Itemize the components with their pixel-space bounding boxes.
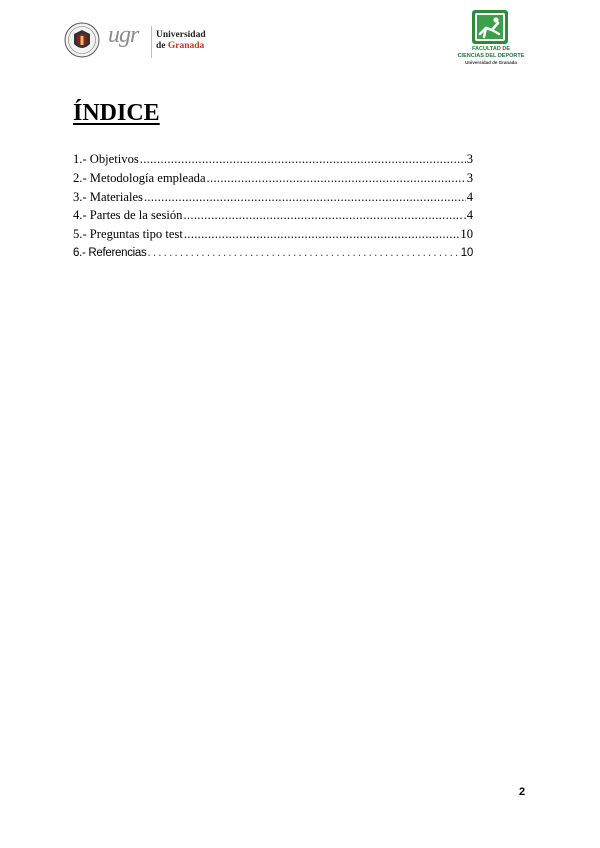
toc-entry-label: 2.- Metodología empleada [73,170,206,185]
toc-leader-dots [147,244,459,263]
toc-entry-label: 1.- Objetivos [73,152,139,166]
toc-entry-page: 3 [466,152,473,166]
faculty-name [446,46,536,67]
toc-leader-dots [140,150,466,169]
faculty-athlete-icon [472,10,508,44]
toc-leader-dots [144,188,466,207]
ugr-name-line2 [156,41,206,52]
ugr-wordmark: ugr [108,22,139,48]
toc-entry-label: 6.- Referencias [73,246,147,259]
toc-entry-label: 3.- Materiales [73,189,143,204]
ugr-name-city: Granada [167,41,205,51]
page-title: ÍNDICE [73,100,160,126]
toc-entry[interactable] [73,169,473,188]
toc-entry[interactable] [73,188,473,207]
faculty-logo [446,10,536,72]
toc-entry[interactable] [73,225,473,244]
ugr-logo [64,18,204,66]
faculty-line3: Universidad de Granada [465,60,517,65]
toc-leader-dots [207,169,466,188]
toc-entry[interactable] [73,244,473,263]
toc-entry-page: 10 [460,227,473,242]
faculty-line1: FACULTAD DE [472,46,510,52]
table-of-contents [73,150,473,263]
toc-leader-dots [183,206,462,225]
ugr-name-line1: Universidad [156,30,206,40]
toc-leader-dots [184,225,460,244]
ugr-institution-name [156,30,206,52]
toc-entry-page: .4 [463,208,473,223]
faculty-line2: CIENCIAS DEL DEPORTE [457,52,525,59]
page-number: 2 [519,786,526,798]
logo-divider [151,26,152,58]
toc-entry-label: 5.- Preguntas tipo test [73,227,183,242]
toc-entry-page: 10 [460,246,473,259]
university-seal-icon [64,20,100,60]
toc-entry-page: 3 [466,170,473,185]
toc-entry-label: 4.- Partes de la sesión [73,208,183,223]
toc-entry-page: 4 [466,189,473,204]
toc-entry[interactable] [73,206,473,225]
ugr-name-prefix: de [156,41,168,51]
toc-entry[interactable] [73,150,473,169]
